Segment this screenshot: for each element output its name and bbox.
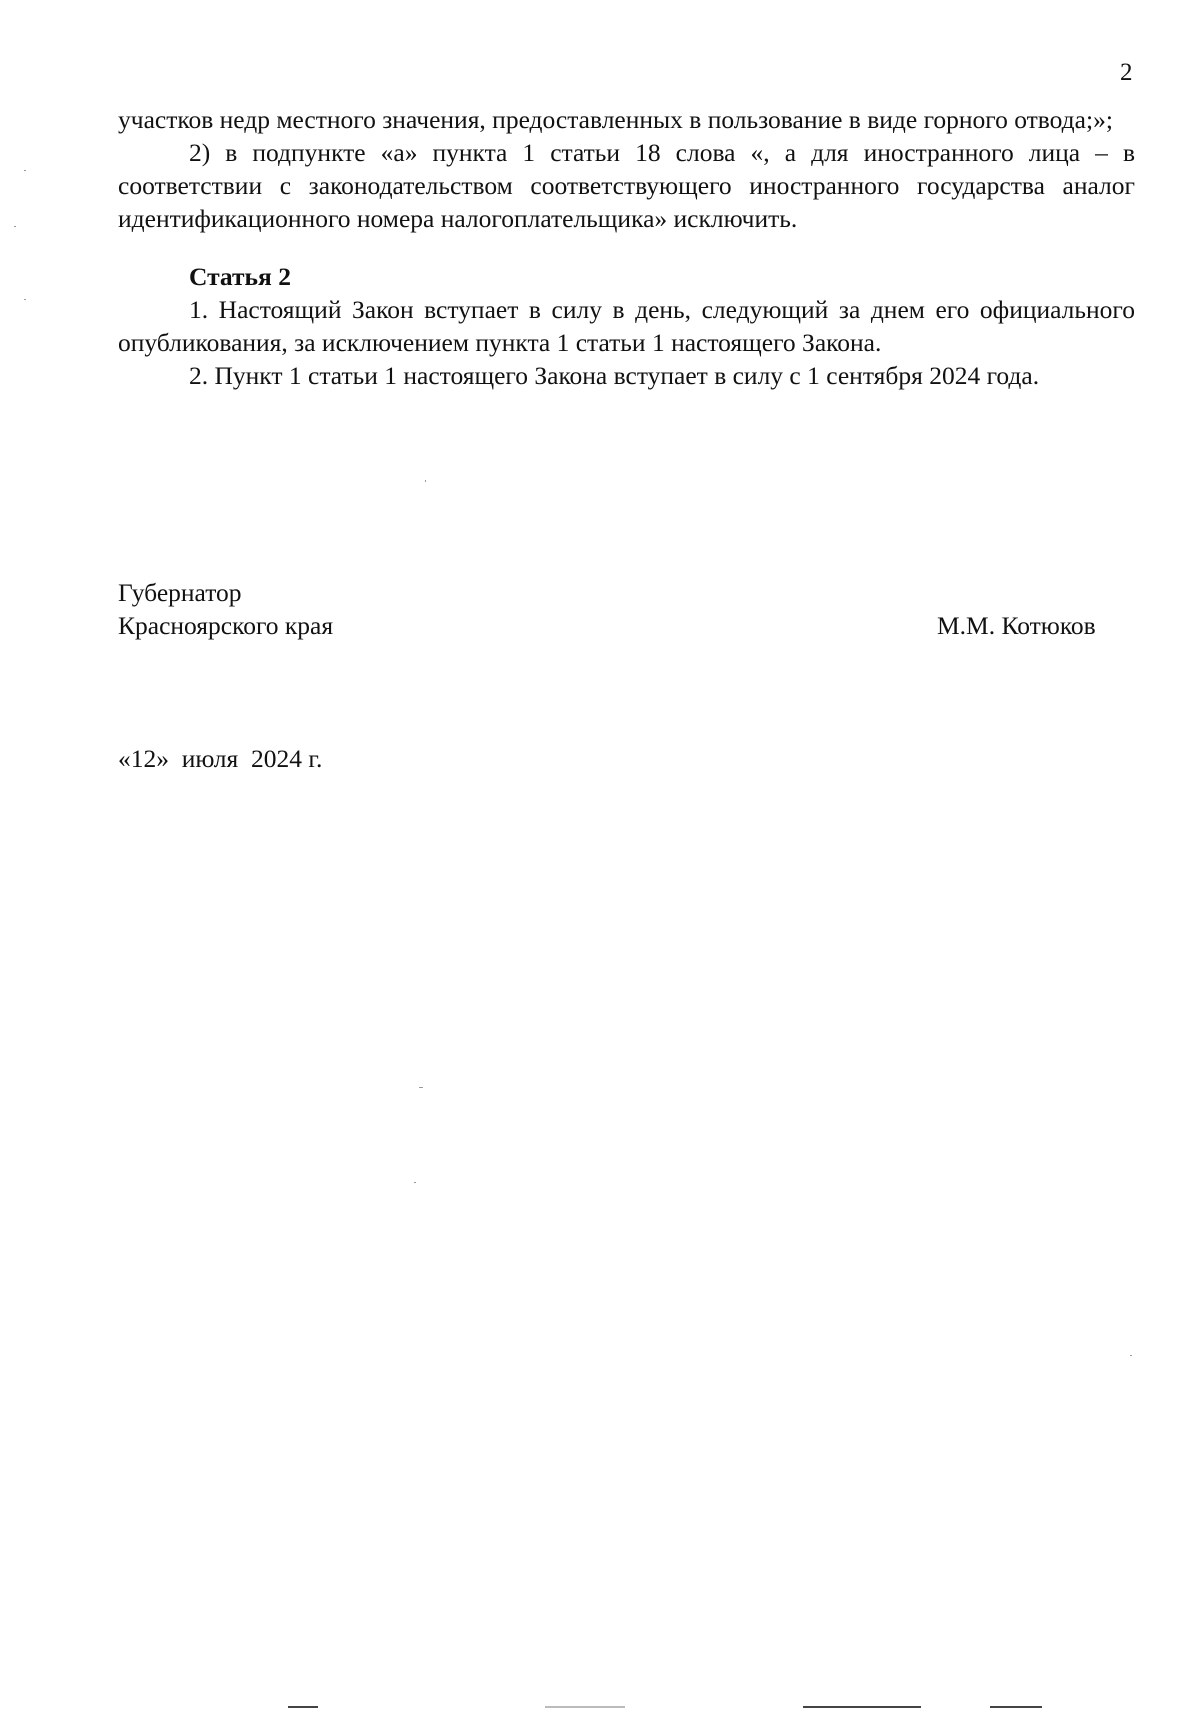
document-body — [118, 103, 1135, 392]
article-2-item-2: 2. Пункт 1 статьи 1 настоящего Закона вступает в силу с 1 сентября 2024 года. — [189, 361, 1040, 390]
scan-edge-mark — [288, 1706, 318, 1708]
scan-speck — [414, 1182, 416, 1183]
article-2-heading: Статья 2 — [189, 262, 291, 291]
scan-speck — [425, 480, 426, 482]
scan-speck — [1130, 1355, 1132, 1356]
scan-edge-mark — [990, 1706, 1042, 1708]
scan-edge-mark — [545, 1706, 625, 1708]
scan-speck — [24, 299, 26, 300]
signing-date: «12» июля 2024 г. — [118, 744, 323, 773]
signatory-title-line-1: Губернатор — [118, 578, 242, 607]
scan-speck — [24, 170, 26, 171]
article-2-item-1: 1. Настоящий Закон вступает в силу в день, следующий за днем его официального опубликования, за исключением пункта 1 статьи 1 настоящего Закона. — [118, 295, 1135, 357]
signatory-title-line-2: Красноярского края — [118, 611, 334, 640]
page-number: 2 — [1120, 59, 1133, 86]
paragraph-subitem-2: 2) в подпункте «а» пункта 1 статьи 18 слова «, а для иностранного лица – в соответствии с законодательством соответствующего иностранного государства аналог идентификационного номера налогоплательщика» исключить. — [118, 138, 1135, 233]
scan-edge-mark — [803, 1706, 921, 1708]
paragraph-continuation: участков недр местного значения, предоставленных в пользование в виде горного отвода;»; — [118, 105, 1113, 134]
scan-speck — [14, 226, 16, 227]
signatory-name: М.М. Котюков — [937, 611, 1096, 640]
scan-speck — [419, 1087, 423, 1088]
signature-block — [118, 576, 1118, 642]
